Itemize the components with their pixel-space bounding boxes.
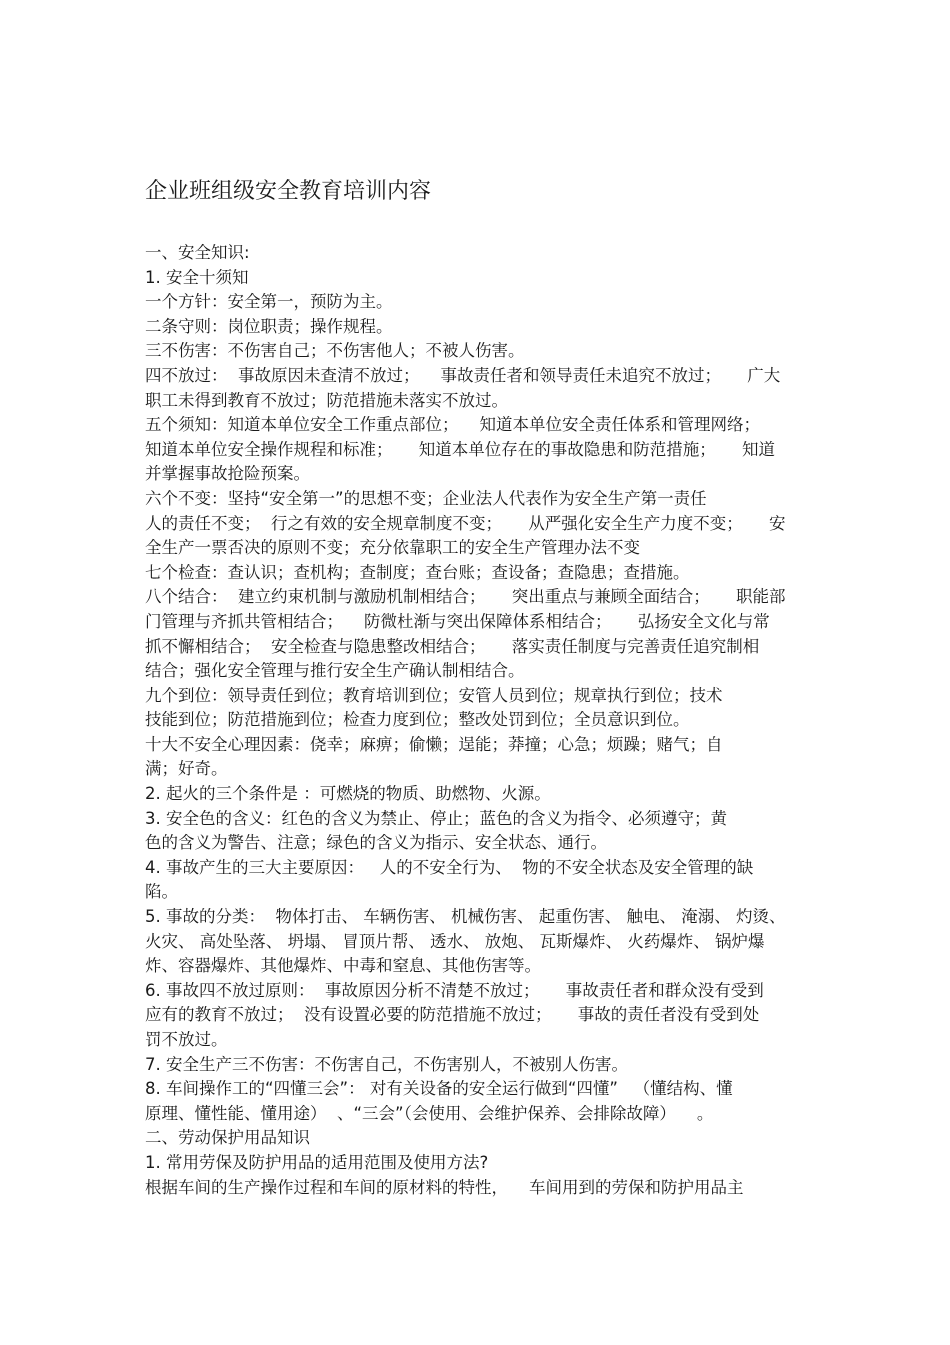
text-line: 火灾、 高处坠落、 坍塌、 冒顶片帮、 透水、 放炮、 瓦斯爆炸、 火药爆炸、 锅炉爆	[145, 931, 765, 951]
text-line: 二、劳动保护用品知识	[145, 1128, 310, 1148]
text-line: 罚不放过。	[145, 1030, 228, 1049]
text-line: 3. 安全色的含义：红色的含义为禁止、停止；蓝色的含义为指令、必须遵守；黄	[145, 808, 727, 828]
text-line: 一个方针：安全第一，预防为主。	[145, 292, 393, 312]
text-line: 十大不安全心理因素：侥幸；麻痹；偷懒；逞能；莽撞；心急；烦躁；赌气；自	[145, 734, 723, 754]
text-line: 1. 常用劳保及防护用品的适用范围及使用方法?	[145, 1152, 489, 1172]
text-line: 原理、懂性能、懂用途） 、“三会”（会使用、会维护保养、会排除故障） 。	[145, 1103, 714, 1123]
text-line: 7. 安全生产三不伤害：不伤害自己，不伤害别人，不被别人伤害。	[145, 1054, 628, 1074]
document-body	[145, 241, 815, 1200]
text-line: 七个检查：查认识；查机构；查制度；查台账；查设备；查隐患；查措施。	[145, 562, 690, 582]
text-line: 应有的教育不放过； 没有设置必要的防范措施不放过； 事故的责任者没有受到处	[145, 1005, 760, 1025]
text-line: 九个到位：领导责任到位；教育培训到位；安管人员到位；规章执行到位；技术	[145, 685, 723, 705]
text-line: 知道本单位安全操作规程和标准； 知道本单位存在的事故隐患和防范措施； 知道	[145, 439, 775, 459]
text-line: 技能到位；防范措施到位；检查力度到位；整改处罚到位；全员意识到位。	[145, 710, 690, 730]
text-line: 二条守则：岗位职责；操作规程。	[145, 316, 393, 336]
text-line: 满；好奇。	[145, 759, 228, 779]
text-line: 并掌握事故抢险预案。	[145, 464, 310, 484]
text-line: 1. 安全十须知	[145, 267, 249, 287]
text-line: 4. 事故产生的三大主要原因： 人的不安全行为、 物的不安全状态及安全管理的缺	[145, 857, 754, 877]
text-line: 全生产一票否决的原则不变；充分依靠职工的安全生产管理办法不变	[145, 538, 640, 558]
text-line: 一、安全知识:	[145, 243, 250, 262]
text-line: 5. 事故的分类： 物体打击、 车辆伤害、 机械伤害、 起重伤害、 触电、 淹溺、 灼烫、	[145, 907, 786, 927]
text-line: 陷。	[145, 882, 178, 902]
text-line: 三不伤害：不伤害自己；不伤害他人；不被人伤害。	[145, 341, 525, 361]
text-line: 结合；强化安全管理与推行安全生产确认制相结合。	[145, 661, 525, 681]
text-line: 抓不懈相结合； 安全检查与隐患整改相结合； 落实责任制度与完善责任追究制相	[145, 636, 760, 656]
text-line: 色的含义为警告、注意；绿色的含义为指示、安全状态、通行。	[145, 833, 607, 853]
text-line: 门管理与齐抓共管相结合； 防微杜渐与突出保障体系相结合； 弘扬安全文化与常	[145, 611, 770, 631]
text-line: 六个不变：坚持“安全第一”的思想不变；企业法人代表作为安全生产第一责任	[145, 488, 707, 508]
text-line: 炸、容器爆炸、其他爆炸、中毒和窒息、其他伤害等。	[145, 956, 541, 976]
text-line: 2. 起火的三个条件是 ：可燃烧的物质、助燃物、火源。	[145, 784, 551, 804]
text-line: 6. 事故四不放过原则： 事故原因分析不清楚不放过； 事故责任者和群众没有受到	[145, 980, 764, 1000]
text-line: 五个须知：知道本单位安全工作重点部位； 知道本单位安全责任体系和管理网络；	[145, 415, 760, 435]
text-line: 职工未得到教育不放过；防范措施未落实不放过。	[145, 390, 508, 410]
text-line: 人的责任不变； 行之有效的安全规章制度不变； 从严强化安全生产力度不变； 安	[145, 513, 786, 533]
text-line: 八个结合： 建立约束机制与激励机制相结合； 突出重点与兼顾全面结合； 职能部	[145, 587, 786, 607]
text-line: 8. 车间操作工的“四懂三会”： 对有关设备的安全运行做到“四懂” （懂结构、懂	[145, 1079, 733, 1099]
document-title: 企业班组级安全教育培训内容	[145, 179, 432, 204]
text-line: 四不放过： 事故原因未查清不放过； 事故责任者和领导责任未追究不放过； 广大	[145, 365, 781, 385]
text-line: 根据车间的生产操作过程和车间的原材料的特性， 车间用到的劳保和防护用品主	[145, 1177, 744, 1197]
